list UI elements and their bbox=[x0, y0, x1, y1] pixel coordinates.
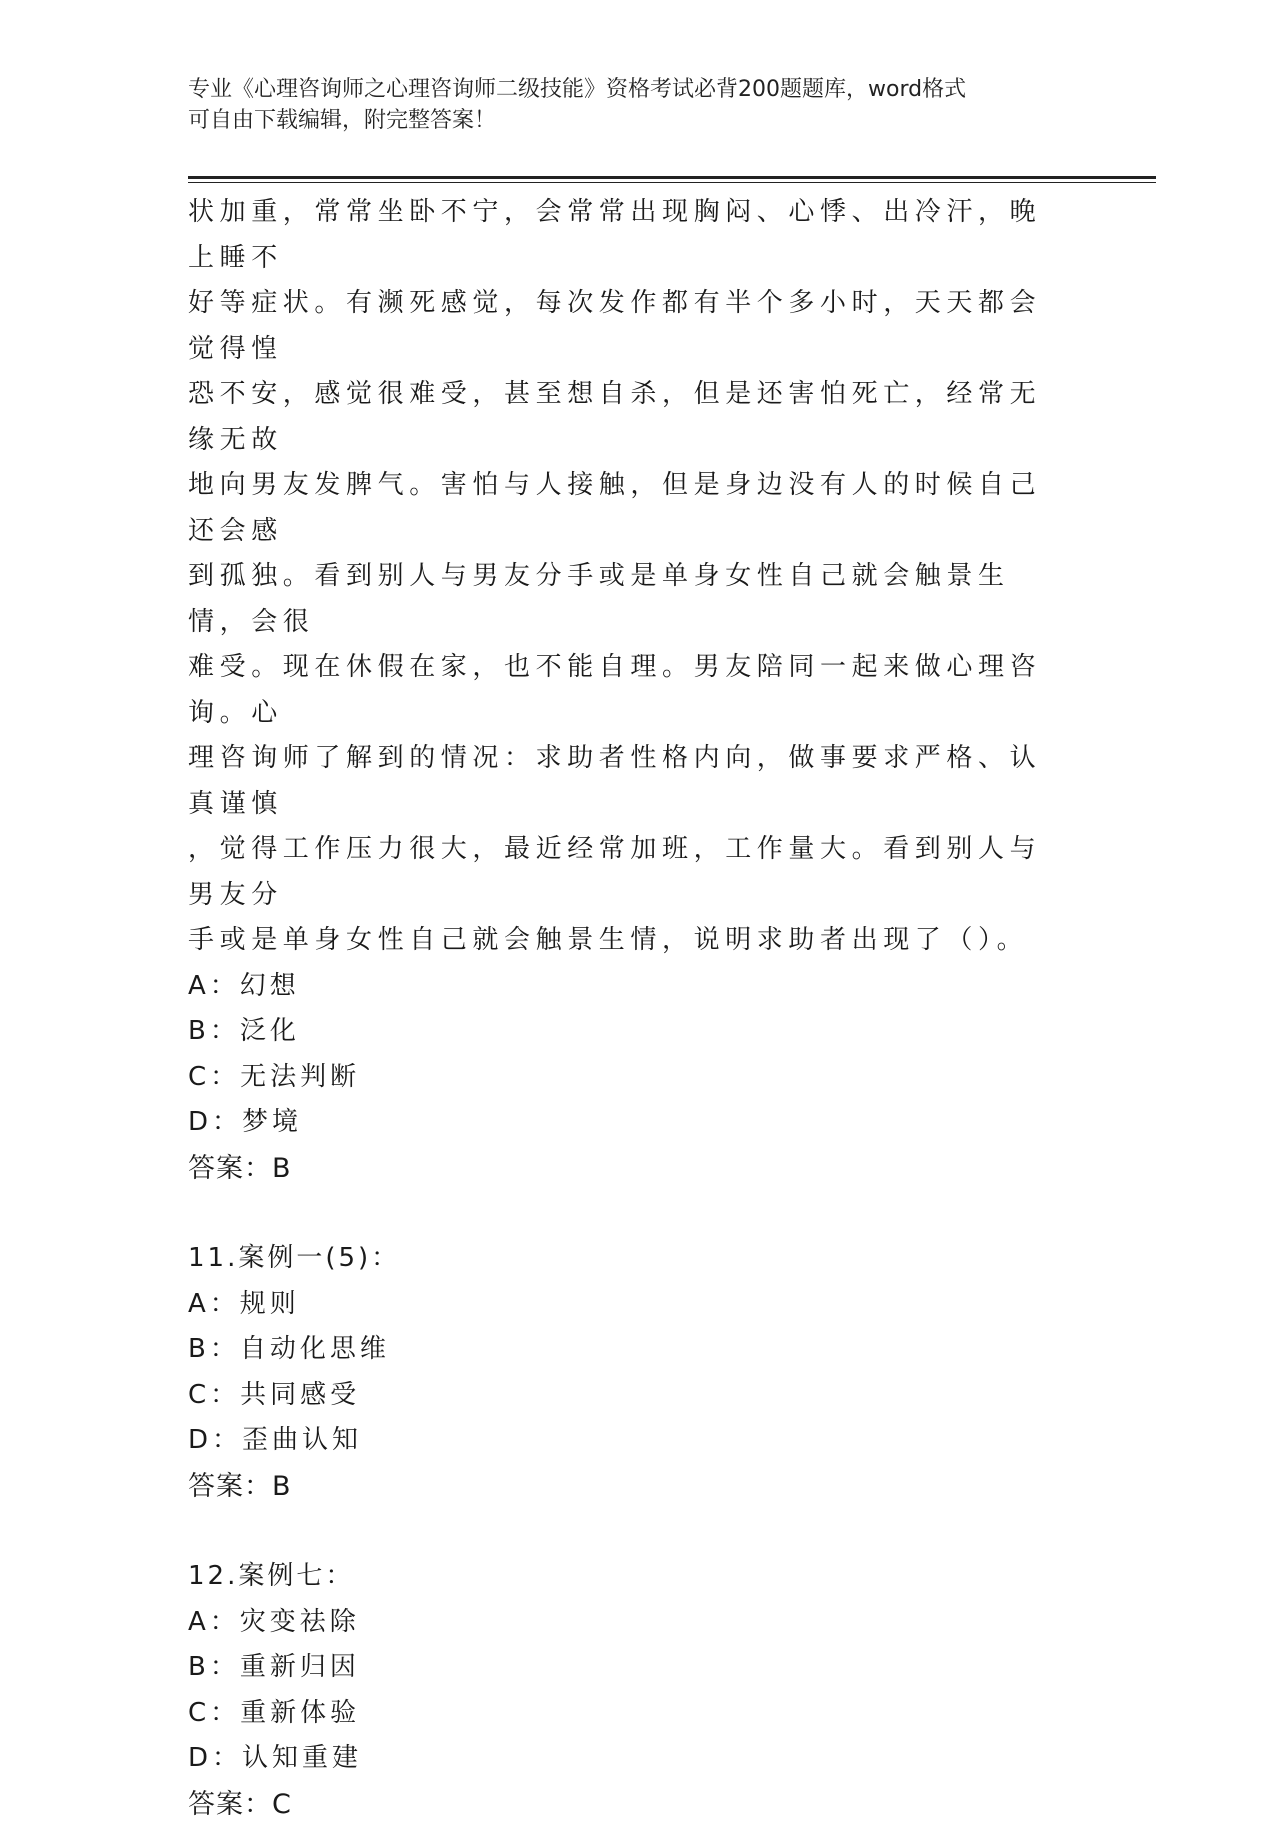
option-a: A：幻想 bbox=[188, 964, 1068, 1010]
option-b: B：泛化 bbox=[188, 1009, 1068, 1055]
document-body bbox=[188, 190, 1068, 1827]
question-10 bbox=[188, 190, 1068, 1191]
question-text-line: 难受。现在休假在家，也不能自理。男友陪同一起来做心理咨询。心 bbox=[188, 645, 1068, 736]
question-11 bbox=[188, 1236, 1068, 1509]
option-b: B：重新归因 bbox=[188, 1645, 1068, 1691]
option-c: C：无法判断 bbox=[188, 1055, 1068, 1101]
answer: 答案：C bbox=[188, 1782, 1068, 1827]
question-text-line: 恐不安，感觉很难受，甚至想自杀，但是还害怕死亡，经常无缘无故 bbox=[188, 372, 1068, 463]
option-a: A：灾变祛除 bbox=[188, 1600, 1068, 1646]
question-text-line: 地向男友发脾气。害怕与人接触，但是身边没有人的时候自己还会感 bbox=[188, 463, 1068, 554]
question-text-line: ，觉得工作压力很大，最近经常加班，工作量大。看到别人与男友分 bbox=[188, 827, 1068, 918]
option-c: C：重新体验 bbox=[188, 1691, 1068, 1737]
question-title: 12.案例七： bbox=[188, 1554, 1068, 1600]
option-c: C：共同感受 bbox=[188, 1373, 1068, 1419]
question-text-line: 到孤独。看到别人与男友分手或是单身女性自己就会触景生情，会很 bbox=[188, 554, 1068, 645]
document-header bbox=[188, 74, 1068, 136]
header-line-2: 可自由下载编辑，附完整答案！ bbox=[188, 105, 1068, 136]
option-d: D：认知重建 bbox=[188, 1736, 1068, 1782]
header-rule-thin bbox=[188, 182, 1156, 183]
question-text-line: 状加重，常常坐卧不宁，会常常出现胸闷、心悸、出冷汗，晚上睡不 bbox=[188, 190, 1068, 281]
header-rule-thick bbox=[188, 176, 1156, 179]
header-line-1: 专业《心理咨询师之心理咨询师二级技能》资格考试必背200题题库，word格式 bbox=[188, 74, 1068, 105]
option-d: D：梦境 bbox=[188, 1100, 1068, 1146]
answer: 答案：B bbox=[188, 1464, 1068, 1510]
question-text-line: 好等症状。有濒死感觉，每次发作都有半个多小时，天天都会觉得惶 bbox=[188, 281, 1068, 372]
spacer bbox=[188, 1191, 1068, 1236]
answer: 答案：B bbox=[188, 1146, 1068, 1192]
option-d: D：歪曲认知 bbox=[188, 1418, 1068, 1464]
question-text-line: 手或是单身女性自己就会触景生情，说明求助者出现了（）。 bbox=[188, 918, 1068, 964]
question-text-line: 理咨询师了解到的情况：求助者性格内向，做事要求严格、认真谨慎 bbox=[188, 736, 1068, 827]
option-b: B：自动化思维 bbox=[188, 1327, 1068, 1373]
option-a: A：规则 bbox=[188, 1282, 1068, 1328]
question-12 bbox=[188, 1554, 1068, 1827]
question-title: 11.案例一(5)： bbox=[188, 1236, 1068, 1282]
spacer bbox=[188, 1509, 1068, 1554]
